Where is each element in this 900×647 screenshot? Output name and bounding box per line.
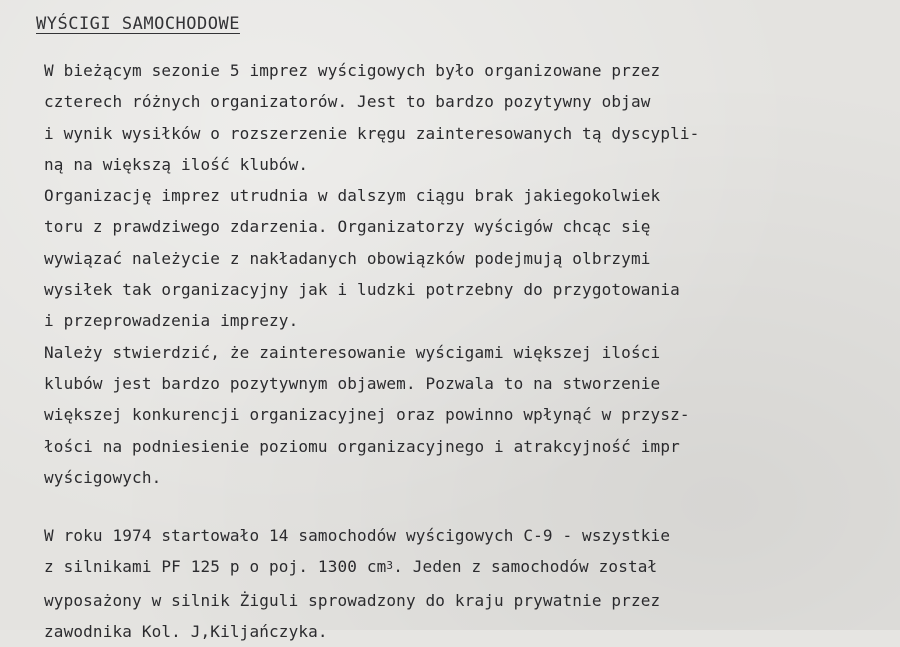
paragraph-line: toru z prawdziwego zdarzenia. Organizatorzy wyścigów chcąc się — [44, 217, 651, 237]
paragraph-line: W roku 1974 startowało 14 samochodów wyścigowych C-9 - wszystkie — [44, 526, 671, 546]
document-heading: WYŚCIGI SAMOCHODOWE — [36, 14, 240, 34]
paragraph-line: W bieżącym sezonie 5 imprez wyścigowych było organizowane przez — [44, 61, 661, 80]
document-body — [44, 55, 884, 647]
paragraph-line: wyścigowych. — [44, 467, 162, 487]
paragraph-line: wywiązać należycie z nakładanych obowiązków podejmują olbrzymi — [44, 248, 651, 268]
paragraph-line: Organizację imprez utrudnia w dalszym ciągu brak jakiegokolwiek — [44, 186, 661, 206]
paragraph-line: zawodnika Kol. J,Kiljańczyka. — [44, 622, 328, 642]
paragraph-gap — [44, 493, 884, 520]
paragraph-line: wyposażony w silnik Żiguli sprowadzony do kraju prywatnie przez — [44, 590, 661, 610]
line-text: z silnikami PF 125 p o poj. 1300 cm — [44, 557, 387, 577]
paragraph-line: klubów jest bardzo pozytywnym objawem. Pozwala to na stworzenie — [44, 373, 661, 393]
paragraph-line: i przeprowadzenia imprezy. — [44, 311, 299, 331]
superscript-three: 3 — [386, 559, 394, 573]
paragraph-line: czterech różnych organizatorów. Jest to bardzo pozytywny objaw — [44, 92, 651, 112]
paragraph-line: i wynik wysiłków o rozszerzenie kręgu zainteresowanych tą dyscypli- — [44, 123, 700, 143]
paragraph-line: łości na podniesienie poziomu organizacyjnego i atrakcyjność impr — [44, 436, 680, 456]
paragraph-line: ną na większą ilość klubów. — [44, 154, 309, 174]
line-text: . Jeden z samochodów został — [393, 557, 658, 577]
paragraph-line: Należy stwierdzić, że zainteresowanie wyścigami większej ilości — [44, 342, 661, 362]
paragraph-line-with-superscript — [44, 551, 884, 584]
paragraph-line: większej konkurencji organizacyjnej oraz powinno wpłynąć w przysz- — [44, 405, 690, 425]
paragraph-line: wysiłek tak organizacyjny jak i ludzki potrzebny do przygotowania — [44, 280, 680, 300]
